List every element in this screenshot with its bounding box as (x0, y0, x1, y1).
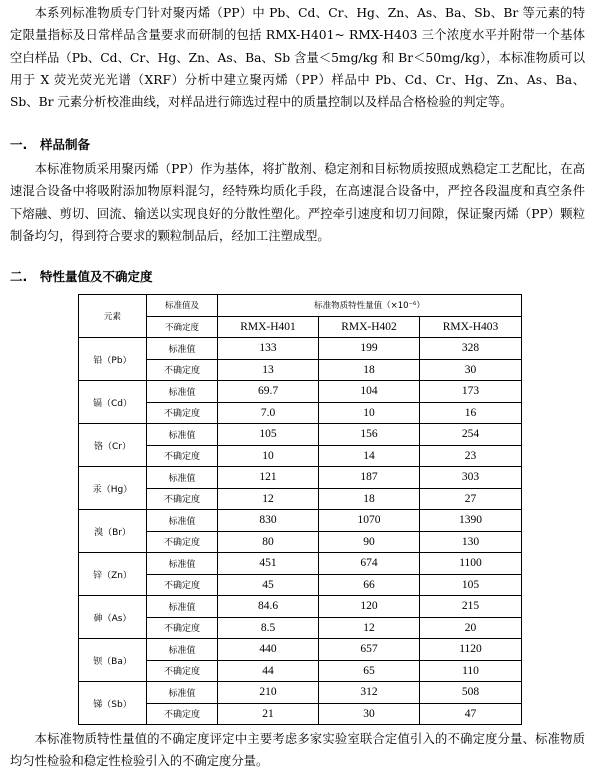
value-cell: 440 (218, 639, 319, 661)
uncertainty-label: 不确定度 (147, 359, 218, 381)
uncertainty-cell: 14 (319, 445, 420, 467)
uncertainty-cell: 110 (420, 660, 522, 682)
table-row (79, 467, 522, 489)
section-number: 一. (10, 137, 28, 152)
value-cell: 657 (319, 639, 420, 661)
uncertainty-cell: 27 (420, 488, 522, 510)
value-cell: 187 (319, 467, 420, 489)
value-cell: 1120 (420, 639, 522, 661)
table-row (79, 553, 522, 575)
value-cell: 303 (420, 467, 522, 489)
uncertainty-label: 不确定度 (147, 660, 218, 682)
uncertainty-label: 不确定度 (147, 703, 218, 725)
value-cell: 508 (420, 682, 522, 704)
uncertainty-cell: 7.0 (218, 402, 319, 424)
uncertainty-cell: 20 (420, 617, 522, 639)
uncertainty-label: 不确定度 (147, 488, 218, 510)
uncertainty-cell: 12 (319, 617, 420, 639)
uncertainty-cell: 30 (420, 359, 522, 381)
uncertainty-cell: 21 (218, 703, 319, 725)
uncertainty-cell: 105 (420, 574, 522, 596)
section-heading-preparation (10, 136, 90, 154)
header-element: 元素 (79, 295, 147, 338)
value-cell: 451 (218, 553, 319, 575)
header-type-line1: 标准值及 (147, 295, 218, 317)
value-cell: 173 (420, 381, 522, 403)
header-type-line2: 不确定度 (147, 316, 218, 338)
value-label: 标准值 (147, 338, 218, 360)
table-row (79, 510, 522, 532)
table-header-row (79, 295, 522, 317)
section-title: 特性量值及不确定度 (40, 269, 153, 284)
value-cell: 1390 (420, 510, 522, 532)
table-row (79, 424, 522, 446)
table-row (79, 338, 522, 360)
value-cell: 84.6 (218, 596, 319, 618)
uncertainty-label: 不确定度 (147, 531, 218, 553)
intro-paragraph: 本系列标准物质专门针对聚丙烯（PP）中 Pb、Cd、Cr、Hg、Zn、As、Ba、Sb、Br 等元素的特定限量指标及日常样品含量要求而研制的包括 RMX-H401~ RMX-H403 三个浓度水平并附带一个基体空白样品（Pb、Cd、Cr、Hg、Zn、As、Ba、Sb 含量＜5mg/kg 和 Br＜50mg/kg），本标准物质可以用于 X 荧光荧光光谱（XRF）分析中建立聚丙烯（PP）样品中 Pb、Cd、Cr、Hg、Zn、As、Ba、Sb、Br 元素分析校准曲线，对样品进行筛选过程中的质量控制以及样品合格检验的判定等。 (10, 6, 585, 110)
uncertainty-cell: 65 (319, 660, 420, 682)
uncertainty-label: 不确定度 (147, 574, 218, 596)
uncertainty-cell: 16 (420, 402, 522, 424)
value-cell: 120 (319, 596, 420, 618)
value-cell: 121 (218, 467, 319, 489)
value-cell: 312 (319, 682, 420, 704)
uncertainty-label: 不确定度 (147, 445, 218, 467)
uncertainty-cell: 80 (218, 531, 319, 553)
value-label: 标准值 (147, 381, 218, 403)
element-cell: 砷（As） (79, 596, 147, 639)
value-cell: 133 (218, 338, 319, 360)
uncertainty-cell: 44 (218, 660, 319, 682)
uncertainty-label: 不确定度 (147, 402, 218, 424)
uncertainty-cell: 8.5 (218, 617, 319, 639)
table-body (79, 295, 522, 725)
element-cell: 镉（Cd） (79, 381, 147, 424)
value-label: 标准值 (147, 596, 218, 618)
uncertainty-label: 不确定度 (147, 617, 218, 639)
value-cell: 69.7 (218, 381, 319, 403)
header-sample: RMX-H403 (420, 316, 522, 338)
uncertainty-cell: 130 (420, 531, 522, 553)
uncertainty-cell: 66 (319, 574, 420, 596)
value-cell: 674 (319, 553, 420, 575)
header-sample: RMX-H401 (218, 316, 319, 338)
element-cell: 锌（Zn） (79, 553, 147, 596)
certified-values-table (78, 294, 522, 725)
section-title: 样品制备 (40, 137, 91, 152)
value-cell: 1070 (319, 510, 420, 532)
uncertainty-cell: 23 (420, 445, 522, 467)
header-sample: RMX-H402 (319, 316, 420, 338)
value-label: 标准值 (147, 467, 218, 489)
value-cell: 210 (218, 682, 319, 704)
table-row (79, 682, 522, 704)
value-label: 标准值 (147, 424, 218, 446)
uncertainty-cell: 13 (218, 359, 319, 381)
value-cell: 1100 (420, 553, 522, 575)
value-label: 标准值 (147, 639, 218, 661)
header-group: 标准物质特性量值（×10⁻⁶） (218, 295, 522, 317)
element-cell: 钡（Ba） (79, 639, 147, 682)
uncertainty-cell: 45 (218, 574, 319, 596)
preparation-paragraph: 本标准物质采用聚丙烯（PP）作为基体，将扩散剂、稳定剂和目标物质按照成熟稳定工艺配比，在高速混合设备中将吸附添加物原料混匀，经特殊均质化手段，在高速混合设备中，严控各段温度和真空条件下熔融、剪切、回流、输送以实现良好的分散性塑化。严控牵引速度和切刀间隙，保证聚丙烯（PP）颗粒制备均匀，得到符合要求的颗粒制品后，经加工注塑成型。 (10, 162, 585, 243)
uncertainty-cell: 90 (319, 531, 420, 553)
table-row (79, 596, 522, 618)
table-row (79, 639, 522, 661)
value-label: 标准值 (147, 510, 218, 532)
element-cell: 汞（Hg） (79, 467, 147, 510)
value-label: 标准值 (147, 682, 218, 704)
value-cell: 199 (319, 338, 420, 360)
value-cell: 254 (420, 424, 522, 446)
uncertainty-cell: 10 (218, 445, 319, 467)
value-cell: 328 (420, 338, 522, 360)
uncertainty-cell: 10 (319, 402, 420, 424)
section-number: 二. (10, 269, 28, 284)
section-heading-values (10, 268, 153, 286)
value-label: 标准值 (147, 553, 218, 575)
value-cell: 215 (420, 596, 522, 618)
value-cell: 830 (218, 510, 319, 532)
table-row (79, 381, 522, 403)
value-cell: 105 (218, 424, 319, 446)
element-cell: 铅（Pb） (79, 338, 147, 381)
value-cell: 156 (319, 424, 420, 446)
uncertainty-cell: 18 (319, 359, 420, 381)
element-cell: 铬（Cr） (79, 424, 147, 467)
value-cell: 104 (319, 381, 420, 403)
element-cell: 锑（Sb） (79, 682, 147, 725)
element-cell: 溴（Br） (79, 510, 147, 553)
uncertainty-cell: 47 (420, 703, 522, 725)
uncertainty-cell: 18 (319, 488, 420, 510)
footer-paragraph: 本标准物质特性量值的不确定度评定中主要考虑多家实验室联合定值引入的不确定度分量、标准物质均匀性检验和稳定性检验引入的不确定度分量。 (10, 732, 585, 769)
uncertainty-cell: 30 (319, 703, 420, 725)
uncertainty-cell: 12 (218, 488, 319, 510)
